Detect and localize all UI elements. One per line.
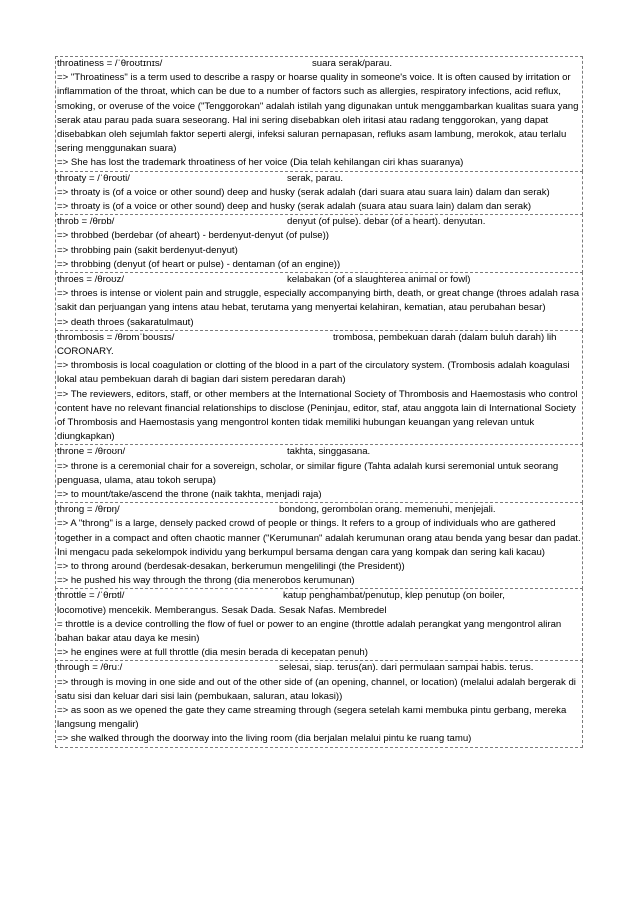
entry-headword: throb = /θrɒb/ bbox=[57, 216, 115, 228]
entry-example-line: => he engines were at full throttle (dia mesin berada di kecepatan penuh) bbox=[57, 647, 368, 659]
dictionary-entry bbox=[55, 171, 583, 216]
entry-headword: throatiness = /ˈθroʊtɪnɪs/ bbox=[57, 58, 163, 69]
entry-example-line: => A "throng" is a large, densely packed crowd of people or things. It refers to a group of individuals who are gathered together in a compact and often chaotic manner ("Kerumunan" adalah kerumunan orang atau benda yang besar dan padat. Ini mengacu pada sekelompok individu yang berkumpul bersama dengan cara yang kompak dan sering kali kacau) bbox=[57, 518, 581, 558]
entry-headword: throng = /θrɒŋ/ bbox=[57, 504, 120, 516]
entry-example-line: => throaty is (of a voice or other sound) deep and husky (serak adalah (suara atau suara lain) dalam dan serak) bbox=[57, 201, 532, 212]
dictionary-page bbox=[55, 57, 583, 748]
entry-header bbox=[57, 215, 581, 229]
entry-example-line: => throbbing (denyut (of heart or pulse) - dentaman (of an engine)) bbox=[57, 258, 341, 270]
entry-header bbox=[57, 503, 581, 517]
entry-headword: through = /θruː/ bbox=[57, 662, 123, 674]
entry-example-line: => The reviewers, editors, staff, or other members at the International Society of Thrombosis and Haemostasis who control content have no relevant financial relationships to disclose (Peninjau, editor, staf, atau anggota lain di International Society of Thrombosis and Haemostasis yang mengontrol konten tidak memiliki hubungan keuangan yang relevan untuk diungkapkan) bbox=[57, 388, 578, 443]
entry-header bbox=[57, 331, 581, 345]
entry-header bbox=[57, 273, 581, 287]
entry-example-line: => thrombosis is local coagulation or clotting of the blood in a part of the circulatory system. (Trombosis adalah koagulasi lokal atau pembekuan darah di bagian dari sistem peredaran darah) bbox=[57, 360, 570, 386]
entry-meaning: katup penghambat/penutup, klep penutup (on boiler, bbox=[283, 590, 505, 602]
entry-header bbox=[57, 445, 581, 459]
entry-example-line: => throne is a ceremonial chair for a sovereign, scholar, or similar figure (Tahta adalah kursi seremonial untuk seorang penguasa, ulama, atau tokoh serupa) bbox=[57, 460, 559, 486]
entry-example-line: => throbbed (berdebar (of aheart) - berdenyut-denyut (of pulse)) bbox=[57, 230, 329, 242]
entry-example-line: = throttle is a device controlling the flow of fuel or power to an engine (throttle adalah perangkat yang mengontrol aliran bahan bakar atau daya ke mesin) bbox=[57, 618, 562, 644]
entry-header bbox=[57, 589, 581, 603]
entry-headword: throaty = /ˈθroʊti/ bbox=[57, 172, 130, 184]
dictionary-entry bbox=[55, 444, 583, 503]
dictionary-entry bbox=[55, 502, 583, 589]
entry-example-line: => throaty is (of a voice or other sound) deep and husky (serak adalah (dari suara atau suara lain) dalam dan serak) bbox=[57, 186, 550, 198]
entry-headword: throne = /θroʊn/ bbox=[57, 446, 126, 458]
dictionary-entry bbox=[55, 330, 583, 446]
entry-example-line: => as soon as we opened the gate they came streaming through (segera setelah kami membuka pintu gerbang, mereka langsung mengalir) bbox=[57, 705, 567, 731]
entry-example-line: => to throng around (berdesak-desakan, berkerumun mengelilingi (the President)) bbox=[57, 561, 405, 572]
entry-headword: throes = /θroʊz/ bbox=[57, 274, 125, 285]
entry-example-line: => through is moving in one side and out of the other side of (an opening, channel, or location) (melalui adalah bergerak di satu sisi dan keluar dari sisi lain (pembukaan, saluran, atau lokasi)) bbox=[57, 676, 576, 702]
entry-example-line: => she walked through the doorway into the living room (dia berjalan melalui pintu ke ruang tamu) bbox=[57, 733, 472, 745]
entry-headword: thrombosis = /θrɒmˈboʊsɪs/ bbox=[57, 331, 175, 343]
entry-meaning: suara serak/parau. bbox=[312, 58, 392, 69]
entry-meaning: serak, parau. bbox=[287, 172, 343, 184]
entry-meaning: bondong, gerombolan orang. memenuhi, menjejali. bbox=[279, 504, 496, 516]
entry-meaning: denyut (of pulse). debar (of a heart). denyutan. bbox=[287, 216, 486, 228]
entry-meaning: kelabakan (of a slaughterea animal or fowl) bbox=[287, 274, 471, 285]
entry-example-line: => death throes (sakaratulmaut) bbox=[57, 316, 194, 328]
entry-header bbox=[57, 57, 581, 71]
entry-header bbox=[57, 172, 581, 186]
entry-example-line: => She has lost the trademark throatiness of her voice (Dia telah kehilangan ciri khas suaranya) bbox=[57, 157, 464, 169]
entry-example-line: => "Throatiness" is a term used to describe a raspy or hoarse quality in someone's voice. It is often caused by irritation or inflammation of the throat, which can be due to a number of factors such as allergies, respiratory infections, acid reflux, smoking, or overuse of the voice ("Tenggorokan" adalah istilah yang digunakan untuk menggambarkan kualitas suara yang serak atau parau pada suara seseorang. Hal ini sering disebabkan oleh iritasi atau radang tenggorokan, yang dapat disebabkan oleh sejumlah faktor seperti alergi, infeksi saluran pernapasan, refluks asam lambung, merokok, atau terlalu sering menggunakan suara) bbox=[57, 72, 579, 155]
entry-example-line: => to mount/take/ascend the throne (naik takhta, menjadi raja) bbox=[57, 489, 322, 500]
entry-headword: throttle = /ˈθrɒtl/ bbox=[57, 590, 125, 602]
entry-meaning: selesai, siap. terus(an). dari permulaan sampai habis. terus. bbox=[279, 662, 534, 674]
dictionary-entry bbox=[55, 660, 583, 747]
dictionary-entry bbox=[55, 56, 583, 172]
entry-meaning-continued: locomotive) mencekik. Memberangus. Sesak Dada. Sesak Nafas. Membredel bbox=[57, 604, 387, 616]
entry-header bbox=[57, 661, 581, 675]
entry-example-line: => he pushed his way through the throng (dia menerobos kerumunan) bbox=[57, 575, 355, 587]
entry-example-line: => throes is intense or violent pain and struggle, especially accompanying birth, death, or great change (throes adalah rasa sakit dan perjuangan yang intens atau hebat, terutama yang menyertai kelahiran, kematian, atau perubahan besar) bbox=[57, 288, 580, 314]
entry-example-line: => throbbing pain (sakit berdenyut-denyut) bbox=[57, 244, 238, 256]
dictionary-entry bbox=[55, 272, 583, 331]
dictionary-entry bbox=[55, 214, 583, 273]
entry-meaning: trombosa, pembekuan darah (dalam buluh darah) lih bbox=[333, 331, 557, 343]
entry-meaning: takhta, singgasana. bbox=[287, 446, 371, 458]
dictionary-entry bbox=[55, 588, 583, 661]
entry-meaning-continued: CORONARY. bbox=[57, 345, 114, 357]
